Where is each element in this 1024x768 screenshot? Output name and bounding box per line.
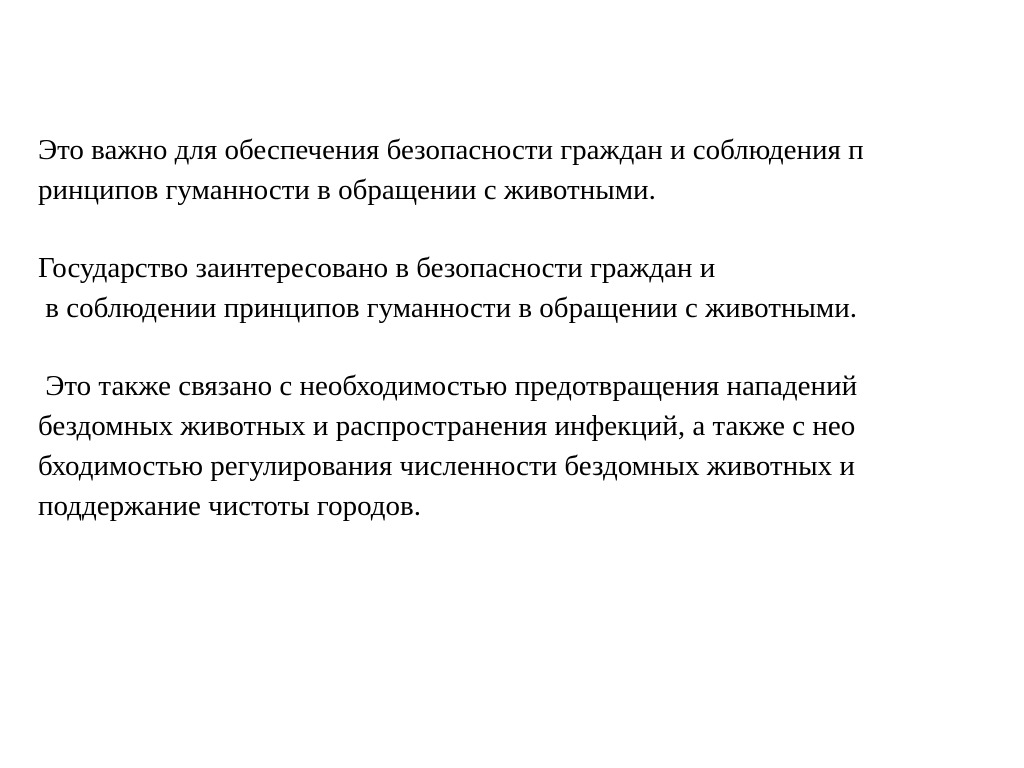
paragraph-line: Государство заинтересовано в безопасности граждан и xyxy=(38,252,716,284)
paragraph-line: Это также связано с необходимостью предотвращения нападений xyxy=(38,370,858,402)
paragraph-line: бходимостью регулирования численности бездомных животных и xyxy=(38,450,855,482)
paragraph-line: в соблюдении принципов гуманности в обращении с животными. xyxy=(38,292,858,324)
paragraph-line: бездомных животных и распространения инфекций, а также с нео xyxy=(38,410,856,442)
paragraph-spacer xyxy=(38,210,1013,248)
paragraph-line: Это важно для обеспечения безопасности граждан и соблюдения п xyxy=(38,134,864,166)
slide-text-body xyxy=(38,130,1013,526)
paragraph-3 xyxy=(38,366,1013,526)
paragraph-2 xyxy=(38,248,1013,328)
paragraph-spacer xyxy=(38,328,1013,366)
paragraph-line: ринципов гуманности в обращении с животными. xyxy=(38,174,656,206)
paragraph-1 xyxy=(38,130,1013,210)
paragraph-line: поддержание чистоты городов. xyxy=(38,490,421,522)
